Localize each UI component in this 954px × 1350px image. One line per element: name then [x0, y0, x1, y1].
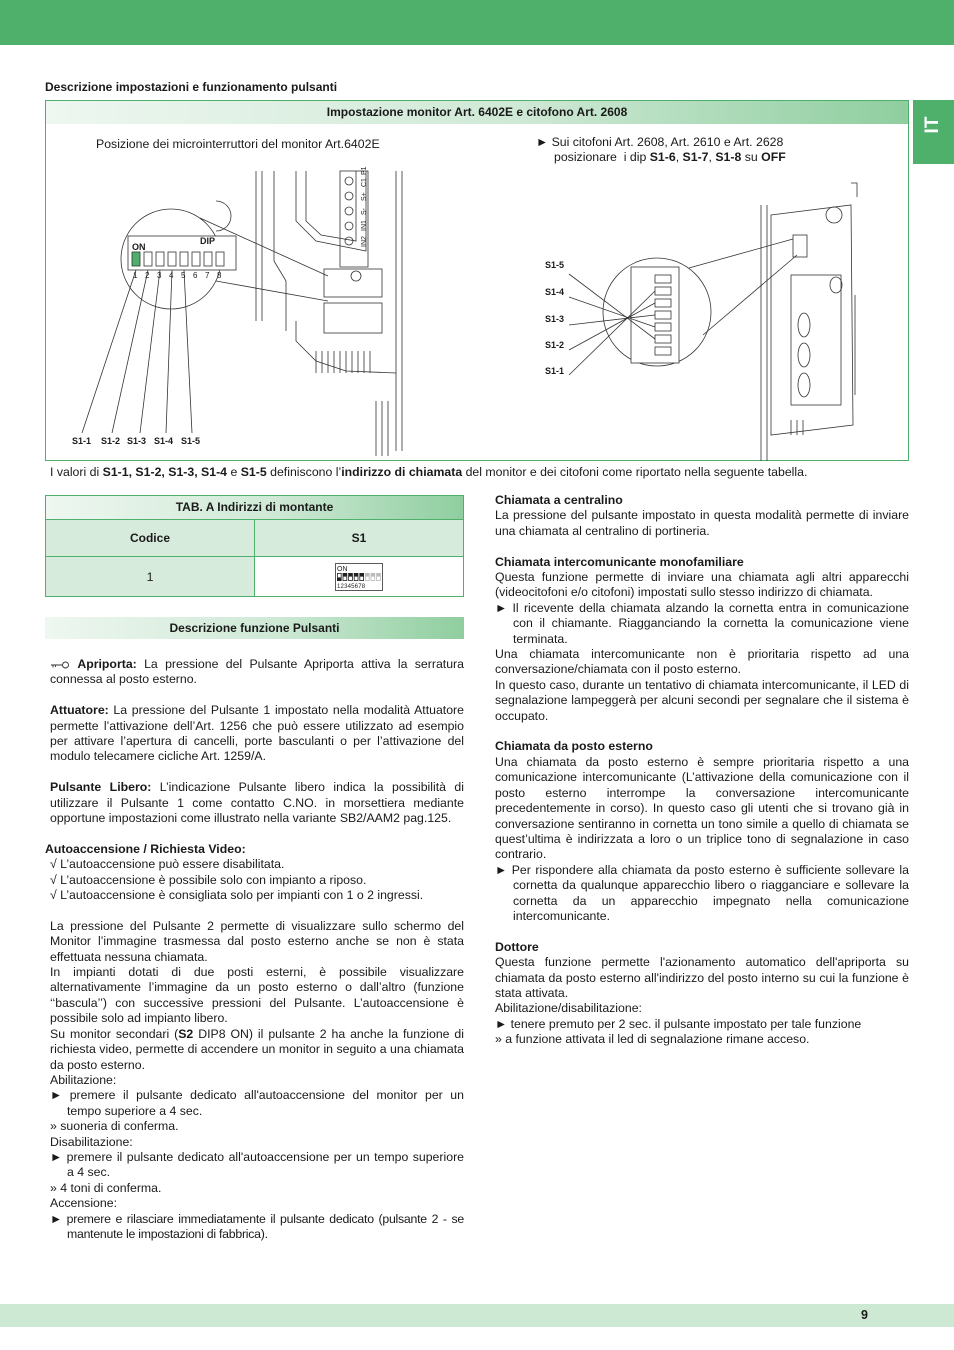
intro-part: e: [227, 465, 241, 479]
centralino-title: Chiamata a centralino: [495, 493, 623, 507]
language-tab-label: IT: [922, 116, 943, 134]
libero-paragraph: [45, 780, 464, 826]
dottore-text: Questa funzione permette l'azionamento automatico dell'apriporta su chiamata da posto esterno all'indirizzo del posto interno su cui la funzione è stata attivata.: [495, 955, 909, 1000]
dip-number: 8: [217, 271, 222, 280]
language-tab: [913, 100, 954, 164]
monitor-dip-drawing: [66, 161, 456, 456]
auto-paragraph-2: In impianti dotati di due posti esterni, è possibile visualizzare alternativamente l’immagine da un posto esterno o dall’altro (funzione ‘‘bascula’’) con successive pressioni del Pulsante. L’autoaccensione è possibile solo ad impianto libero.: [50, 965, 464, 1026]
col-s1-header: S1: [255, 520, 463, 556]
left-column: [45, 657, 464, 1242]
dottore-step-2: » a funzione attivata il led di segnalazione rimane acceso.: [495, 1032, 810, 1047]
disabilitazione-step-2: » 4 toni di conferma.: [50, 1180, 162, 1195]
terminal-label: S+: [361, 192, 368, 201]
right-label-s1-3: S1-3: [545, 314, 565, 324]
dip-switch-knob: [366, 576, 369, 580]
dip-switch-knob: [343, 576, 346, 580]
dip-text-label: DIP: [200, 236, 216, 246]
left-label-s1-5: S1-5: [181, 436, 201, 446]
intro-part: I valori di: [50, 465, 103, 479]
auto-paragraph-1: La pressione del Pulsante 2 permette di visualizzare sullo schermo del Monitor l’immagine trasmessa dal posto esterno anche se non è stata effettuata nessuna chiamata.: [50, 918, 464, 964]
auto-paragraph-3: [50, 1027, 464, 1073]
dip-switch-knob: [360, 576, 363, 580]
intro-part: definiscono l’: [266, 465, 342, 479]
right-label-s1-2: S1-2: [545, 340, 565, 350]
terminal-label: S-: [361, 208, 368, 215]
section-title: Descrizione impostazioni e funzionamento pulsanti: [45, 80, 338, 94]
disabilitazione-step-1: ► premere il pulsante dedicato all'autoaccensione per un tempo superiore a 4 sec.: [50, 1149, 464, 1180]
terminal-label: P1: [361, 166, 368, 175]
left-label-s1-4: S1-4: [154, 436, 174, 446]
dip-number: 2: [145, 271, 150, 280]
dip-switch-knob: [355, 576, 358, 580]
right-label-s1-4: S1-4: [545, 287, 565, 297]
abilitazione-label: Abilitazione:: [50, 1072, 117, 1087]
address-intro-text: [50, 465, 807, 479]
figure-caption-left: Posizione dei microinterruttori del monitor Art.6402E: [96, 137, 380, 151]
apriporta-label: Apriporta:: [77, 657, 137, 671]
dottore-title: Dottore: [495, 939, 539, 954]
page-number: 9: [861, 1308, 868, 1322]
abilitazione-step-1: ► premere il pulsante dedicato all'autoaccensione del monitor per un tempo superiore a 4 sec.: [50, 1088, 464, 1118]
check-item: √ L’autoaccensione è consigliata solo per impianti con 1 o 2 ingressi.: [50, 888, 424, 903]
intercomunicante-p3: In questo caso, durante un tentativo di chiamata intercomunicante, il LED di segnalazione lampeggerà per alcuni secondi per segnalare che il sistema è occupato.: [495, 677, 909, 723]
attuatore-text: La pressione del Pulsante 1 impostato nella modalità Attuatore permette l’attivazione dell’Art. 1256 che può essere utilizzato ad esempio per attivare l’apertura di cancelli, porte basculanti o per l’attivazione del modulo telecamere cicliche Art. 1259/A.: [50, 703, 464, 764]
dip-number: 1: [133, 271, 138, 280]
dip-number: 3: [157, 271, 162, 280]
bottom-footer-bar: [0, 1304, 954, 1327]
table-row: [46, 556, 463, 596]
attuatore-paragraph: [45, 703, 464, 765]
dip-numbers-text: 12345678: [337, 583, 366, 590]
s1-cell: [255, 557, 463, 596]
terminal-label: IN1: [361, 220, 368, 231]
accensione-step-1: ► premere e rilasciare immediatamente il pulsante dedicato (pulsante 2 - se mantenute le impostazioni di fabbrica).: [50, 1211, 464, 1241]
left-label-s1-3: S1-3: [127, 436, 147, 446]
intercom-dip-drawing: [541, 175, 871, 461]
address-table-title: TAB. A Indirizzi di montante: [46, 496, 463, 519]
intercomunicante-p2: Una chiamata intercomunicante non è prioritaria rispetto ad una conversazione/chiamata con il posto esterno.: [495, 647, 909, 677]
p3-part: Su monitor secondari (: [50, 1026, 179, 1041]
apriporta-paragraph: [45, 657, 464, 688]
address-table: [45, 495, 464, 597]
intro-part: indirizzo di chiamata: [341, 465, 463, 479]
dottore-step-1: ► tenere premuto per 2 sec. il pulsante impostato per tale funzione: [495, 1016, 862, 1031]
terminal-label: C1: [361, 178, 368, 187]
intro-part: S1-1, S1-2, S1-3, S1-4: [102, 465, 228, 479]
intro-part: del monitor e dei citofoni come riportato nella seguente tabella.: [462, 465, 808, 479]
posto-esterno-text: Una chiamata da posto esterno è sempre prioritaria rispetto a una comunicazione intercomunicante (L’attivazione della comunicazione con il posto esterno interrompe la conversazione intercomunicante precedentemente in corso). In questo caso gli utenti che si trovano già in conversazione sentiranno in cornetta un tono simile a quello di chiamata se quest’ultima è indirizzata a loro o un triplice tono di segnalazione in caso contrario.: [495, 754, 909, 862]
figure-panel: [45, 100, 909, 461]
centralino-text: La pressione del pulsante impostato in questa modalità permette di inviare una chiamata al centralino di portineria.: [495, 508, 909, 538]
libero-text: L’indicazione Pulsante libero indica la possibilità di utilizzare il Pulsante 1 come contatto C.NO. in morsettiera mediante opportune impostazioni come illustrato nella variante SB2/AAM2 pag.125.: [50, 780, 464, 826]
dip-switch-knob: [338, 573, 341, 577]
col-codice-header: Codice: [46, 520, 255, 556]
figure-panel-title: Impostazione monitor Art. 6402E e citofono Art. 2608: [46, 101, 908, 124]
figure-caption-right-line2: posizionare i dip S1-6, S1-7, S1-8 su OFF: [554, 150, 786, 164]
posto-esterno-bullet: ► Per rispondere alla chiamata da posto esterno è sufficiente sollevare la cornetta da qualunque apparecchio libero o riagganciare e sollevare la cornetta da un apparecchio impegnato nella comunicazione intercomunicante.: [495, 862, 909, 923]
right-column: [495, 493, 909, 1048]
buttons-description-head: Descrizione funzione Pulsanti: [45, 617, 464, 639]
dip-switch-knob: [349, 576, 352, 580]
dip-switch-icon: [335, 563, 383, 591]
top-green-bar: [0, 0, 954, 45]
disabilitazione-label: Disabilitazione:: [50, 1134, 133, 1149]
left-label-s1-2: S1-2: [101, 436, 121, 446]
attuatore-label: Attuatore:: [50, 703, 109, 718]
dip-switch-knob: [371, 576, 374, 580]
intercomunicante-title: Chiamata intercomunicante monofamiliare: [495, 554, 744, 569]
dip-number: 5: [181, 271, 186, 280]
libero-label: Pulsante Libero:: [50, 780, 152, 795]
intercomunicante-bullet: ► Il ricevente della chiamata alzando la cornetta entra in comunicazione con il chiamante. Riagganciando la cornetta la comunicazione viene terminata.: [495, 600, 909, 646]
intercomunicante-text: Questa funzione permette di inviare una chiamata agli altri apparecchi (videocitofoni e/o citofoni) impostati sullo stesso indirizzo di chiamata.: [495, 570, 909, 600]
figure-caption-right-line1: ► Sui citofoni Art. 2608, Art. 2610 e Art. 2628: [536, 135, 784, 149]
left-label-s1-1: S1-1: [72, 436, 92, 446]
figure-caption-right: [536, 135, 832, 165]
dip-switch-knob: [377, 576, 380, 580]
right-label-s1-1: S1-1: [545, 366, 565, 376]
apriporta-text: La pressione del Pulsante Apriporta attiva la serratura connessa al posto esterno.: [50, 657, 464, 687]
dip-on-label: ON: [132, 242, 146, 252]
p3-part: DIP8 ON) il pulsante 2 ha anche la funzione di richiesta video, permette di accendere un monitor in seguito a una chiamata da posto esterno.: [50, 1026, 464, 1072]
check-item: √ L’autoaccensione è possibile solo con impianto a riposo.: [50, 872, 367, 887]
p3-part: S2: [178, 1026, 194, 1041]
autoaccensione-title: Autoaccensione / Richiesta Video:: [45, 841, 246, 856]
codice-cell: 1: [46, 557, 255, 596]
dip-number: 4: [169, 271, 174, 280]
intro-part: S1-5: [240, 465, 267, 479]
dip-number: 7: [205, 271, 210, 280]
terminal-label: IN2: [361, 236, 368, 247]
dip-number: 6: [193, 271, 198, 280]
accensione-label: Accensione:: [50, 1196, 117, 1211]
dottore-abil-label: Abilitazione/disabilitazione:: [495, 1001, 642, 1016]
posto-esterno-title: Chiamata da posto esterno: [495, 739, 653, 754]
dip-on-text: ON: [337, 565, 348, 573]
key-icon: [50, 661, 70, 669]
address-table-header-row: [46, 519, 463, 556]
check-item: √ L’autoaccensione può essere disabilitata.: [50, 857, 285, 872]
right-label-s1-5: S1-5: [545, 260, 565, 270]
abilitazione-step-2: » suoneria di conferma.: [50, 1119, 179, 1134]
